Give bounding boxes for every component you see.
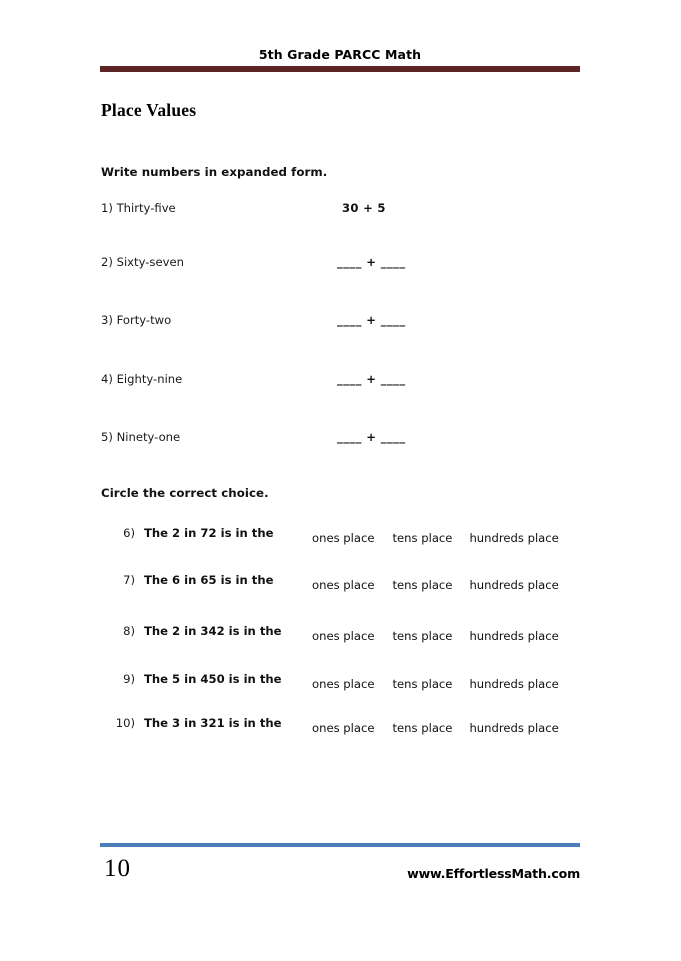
answer-3[interactable]: ____ + ____ xyxy=(337,313,406,327)
choice-tens-place-8[interactable]: tens place xyxy=(392,629,453,643)
section-heading-expanded-form: Write numbers in expanded form. xyxy=(101,165,328,179)
choice-hundreds-place-9[interactable]: hundreds place xyxy=(469,677,559,691)
header-title: 5th Grade PARCC Math xyxy=(258,47,422,62)
choice-ones-place-9[interactable]: ones place xyxy=(312,677,375,691)
answer-4[interactable]: ____ + ____ xyxy=(337,372,406,386)
answer-1[interactable]: 30 + 5 xyxy=(342,201,386,215)
problem-label-5: 5) Ninety-one xyxy=(101,430,181,444)
problem-label-3: 3) Forty-two xyxy=(101,313,172,327)
header-divider xyxy=(100,66,580,72)
problem-row-7 xyxy=(101,571,581,595)
problem-stem-7: The 6 in 65 is in the xyxy=(144,573,274,587)
problem-number-9: 9) xyxy=(123,672,135,686)
section-heading-circle-choice: Circle the correct choice. xyxy=(101,486,269,500)
problem-number-10: 10) xyxy=(115,716,135,730)
choice-hundreds-place-6[interactable]: hundreds place xyxy=(469,531,559,545)
choice-group-10 xyxy=(312,721,559,735)
problem-number-7: 7) xyxy=(123,573,135,587)
problem-label-1: 1) Thirty-five xyxy=(101,201,176,215)
problem-stem-8: The 2 in 342 is in the xyxy=(144,624,282,638)
choice-group-8 xyxy=(312,629,559,643)
choice-group-7 xyxy=(312,578,559,592)
problem-stem-9: The 5 in 450 is in the xyxy=(144,672,282,686)
choice-tens-place-7[interactable]: tens place xyxy=(392,578,453,592)
page-title: Place Values xyxy=(101,100,197,120)
answer-2[interactable]: ____ + ____ xyxy=(337,255,406,269)
problem-label-2: 2) Sixty-seven xyxy=(101,255,184,269)
answer-5[interactable]: ____ + ____ xyxy=(337,430,406,444)
choice-group-6 xyxy=(312,531,559,545)
problem-row-6 xyxy=(101,524,581,548)
problem-row-10 xyxy=(101,714,581,738)
choice-tens-place-9[interactable]: tens place xyxy=(392,677,453,691)
choice-ones-place-8[interactable]: ones place xyxy=(312,629,375,643)
choice-ones-place-7[interactable]: ones place xyxy=(312,578,375,592)
choice-ones-place-10[interactable]: ones place xyxy=(312,721,375,735)
problem-row-5 xyxy=(101,430,581,452)
footer-divider xyxy=(100,843,580,847)
choice-hundreds-place-7[interactable]: hundreds place xyxy=(469,578,559,592)
choice-tens-place-6[interactable]: tens place xyxy=(392,531,453,545)
problem-row-8 xyxy=(101,622,581,646)
problem-number-8: 8) xyxy=(123,624,135,638)
problem-stem-10: The 3 in 321 is in the xyxy=(144,716,282,730)
problem-row-2 xyxy=(101,255,581,277)
choice-tens-place-10[interactable]: tens place xyxy=(392,721,453,735)
problem-row-1 xyxy=(101,201,581,223)
problem-stem-6: The 2 in 72 is in the xyxy=(144,526,274,540)
problem-row-4 xyxy=(101,372,581,394)
problem-number-6: 6) xyxy=(123,526,135,540)
choice-group-9 xyxy=(312,677,559,691)
page-number: 10 xyxy=(104,855,131,882)
choice-ones-place-6[interactable]: ones place xyxy=(312,531,375,545)
problem-label-4: 4) Eighty-nine xyxy=(101,372,183,386)
choice-hundreds-place-10[interactable]: hundreds place xyxy=(469,721,559,735)
page-header xyxy=(100,47,580,62)
website-link[interactable]: www.EffortlessMath.com xyxy=(407,866,580,881)
problem-row-3 xyxy=(101,313,581,335)
problem-row-9 xyxy=(101,670,581,694)
choice-hundreds-place-8[interactable]: hundreds place xyxy=(469,629,559,643)
